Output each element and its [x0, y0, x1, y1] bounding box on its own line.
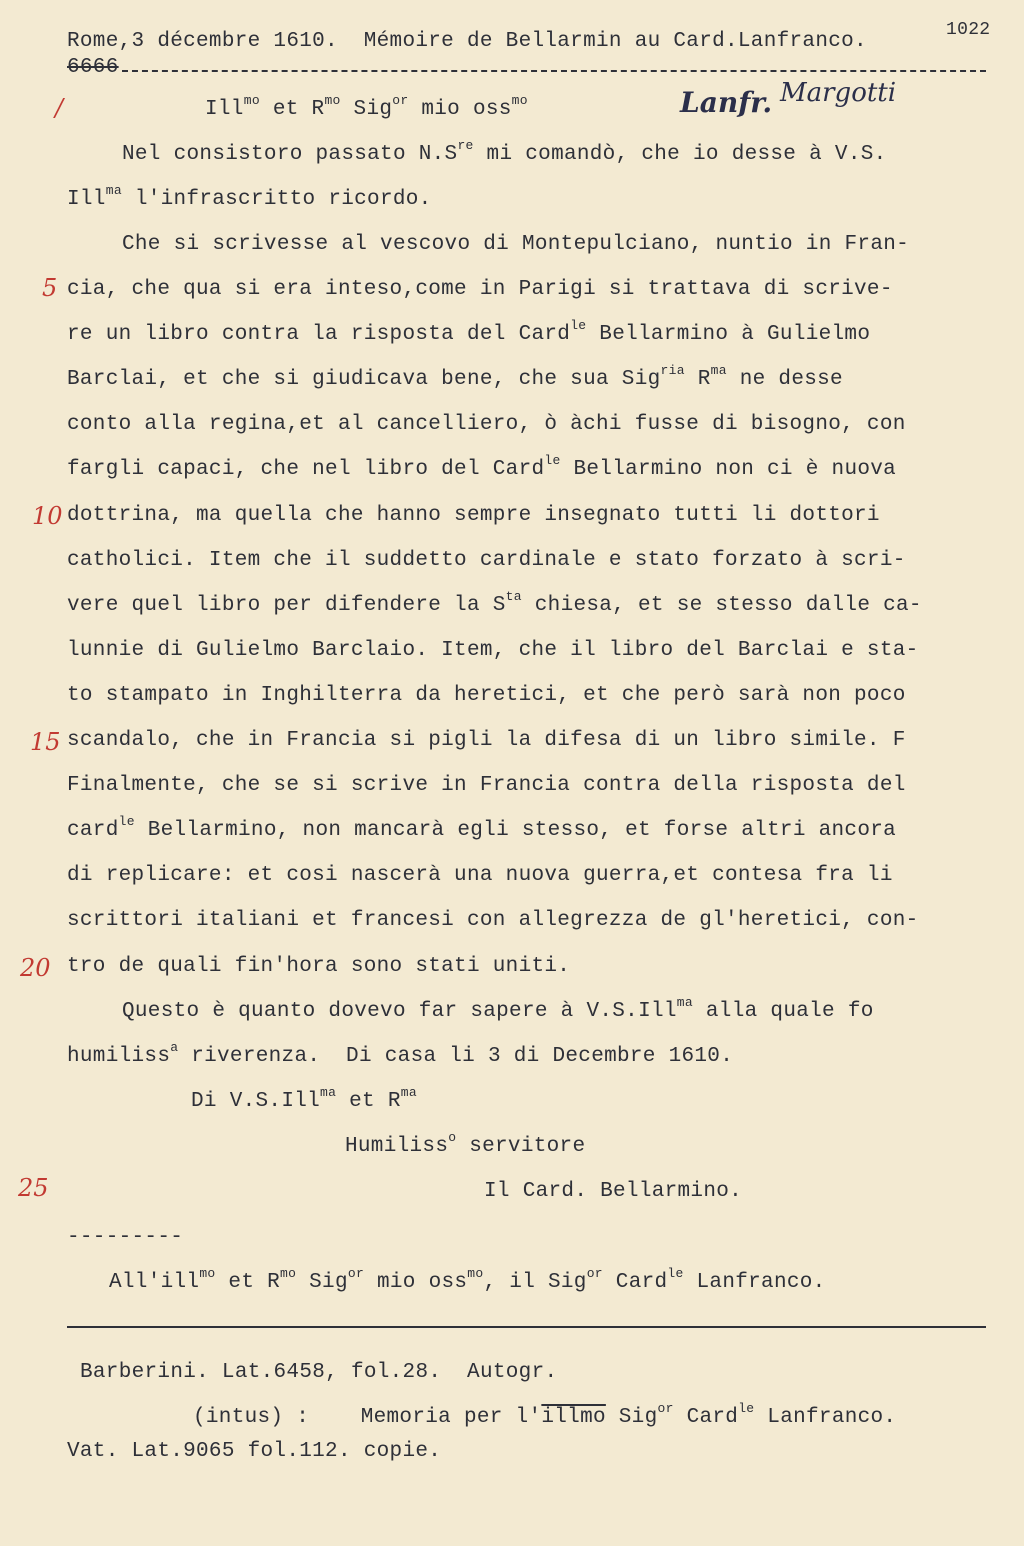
text-line: Finalmente, che se si scrive in Francia contra della risposta del	[67, 774, 906, 797]
signature: Il Card. Bellarmino.	[484, 1180, 743, 1203]
margin-mark-20: 20	[20, 954, 51, 982]
text-line: scrittori italiani et francesi con allegrezza de gl'heretici, con-	[67, 909, 919, 932]
text-line: humiliss$^a$ riverenza. Di casa li 3 di Decembre 1610.	[67, 1040, 734, 1068]
text-line: Ill$^{ma}$ l'infrascritto ricordo.	[67, 183, 432, 211]
header-rule	[122, 70, 986, 72]
margin-mark-5: 5	[42, 274, 58, 302]
source-copy: Vat. Lat.9065 fol.112. copie.	[67, 1440, 442, 1463]
text-line: scandalo, che in Francia si pigli la difesa di un libro simile. F	[67, 729, 906, 752]
footer-rule	[67, 1326, 986, 1328]
source-reference: Barberini. Lat.6458, fol.28. Autogr.	[80, 1361, 558, 1384]
page-number: 1022	[946, 20, 991, 40]
text-line: card$^{le}$ Bellarmino, non mancarà egli stesso, et forse altri ancora	[67, 814, 897, 842]
text-line: dottrina, ma quella che hanno sempre insegnato tutti li dottori	[67, 504, 880, 527]
separator-dash: ---------	[67, 1226, 184, 1249]
margin-mark-15: 15	[30, 728, 61, 756]
text-line: tro de quali fin'hora sono stati uniti.	[67, 955, 571, 978]
text-line: Che si scrivesse al vescovo di Montepulciano, nuntio in Fran-	[122, 233, 910, 256]
text-line: vere quel libro per difendere la $S^{ta}$ chiesa, et se stesso dalle ca-	[67, 589, 922, 617]
text-line: Nel consistoro passato $N.S^{re}$ mi comandò, che io desse à V.S.	[122, 138, 887, 166]
salutation: Ill$^{mo}$ et $R^{mo}$ Sig$^{or}$ mio oss$^{mo}$	[205, 93, 528, 121]
handwritten-lanfr: Lanfr.	[680, 86, 773, 119]
text-line: re un libro contra la risposta del Card$^{le}$ Bellarmino à Gulielmo	[67, 318, 871, 346]
text-line: catholici. Item che il suddetto cardinale e stato forzato à scri-	[67, 549, 906, 572]
closing-formula: Di V.S.Ill$^{ma}$ et $R^{ma}$	[191, 1085, 417, 1113]
header-title: Rome,3 décembre 1610. Mémoire de Bellarmin au Card.Lanfranco.	[67, 30, 867, 53]
source-intus: (intus) : Memoria per l'illmo Sig$^{or}$ Card$^{le}$ Lanfranco.	[193, 1401, 897, 1429]
margin-mark-10: 10	[32, 502, 63, 530]
text-line: cia, che qua si era inteso,come in Parigi si trattava di scrive-	[67, 278, 893, 301]
text-line: lunnie di Gulielmo Barclaio. Item, che il libro del Barclai e sta-	[67, 639, 919, 662]
text-line: di replicare: et cosi nascerà una nuova guerra,et contesa fra li	[67, 864, 893, 887]
header-code: 6666	[67, 56, 119, 79]
servant-line: Humiliss$^o$ servitore	[345, 1130, 586, 1158]
margin-mark-25: 25	[18, 1174, 49, 1202]
text-line: conto alla regina,et al cancelliero, ò àchi fusse di bisogno, con	[67, 413, 906, 436]
handwritten-margotti: Margotti	[780, 78, 897, 108]
text-line: Barclai, et che si giudicava bene, che sua Sig$^{ria}$ $R^{ma}$ ne desse	[67, 363, 843, 391]
text-line: to stampato in Inghilterra da heretici, et che però sarà non poco	[67, 684, 906, 707]
text-line: Questo è quanto dovevo far sapere à V.S.Ill$^{ma}$ alla quale fo	[122, 995, 874, 1023]
margin-mark-1: /	[55, 94, 64, 122]
text-line: fargli capaci, che nel libro del Card$^{le}$ Bellarmino non ci è nuova	[67, 453, 897, 481]
address-line: All'ill$^{mo}$ et $R^{mo}$ Sig$^{or}$ mio oss$^{mo}$, il Sig$^{or}$ Card$^{le}$ Lanfranco.	[109, 1266, 826, 1294]
